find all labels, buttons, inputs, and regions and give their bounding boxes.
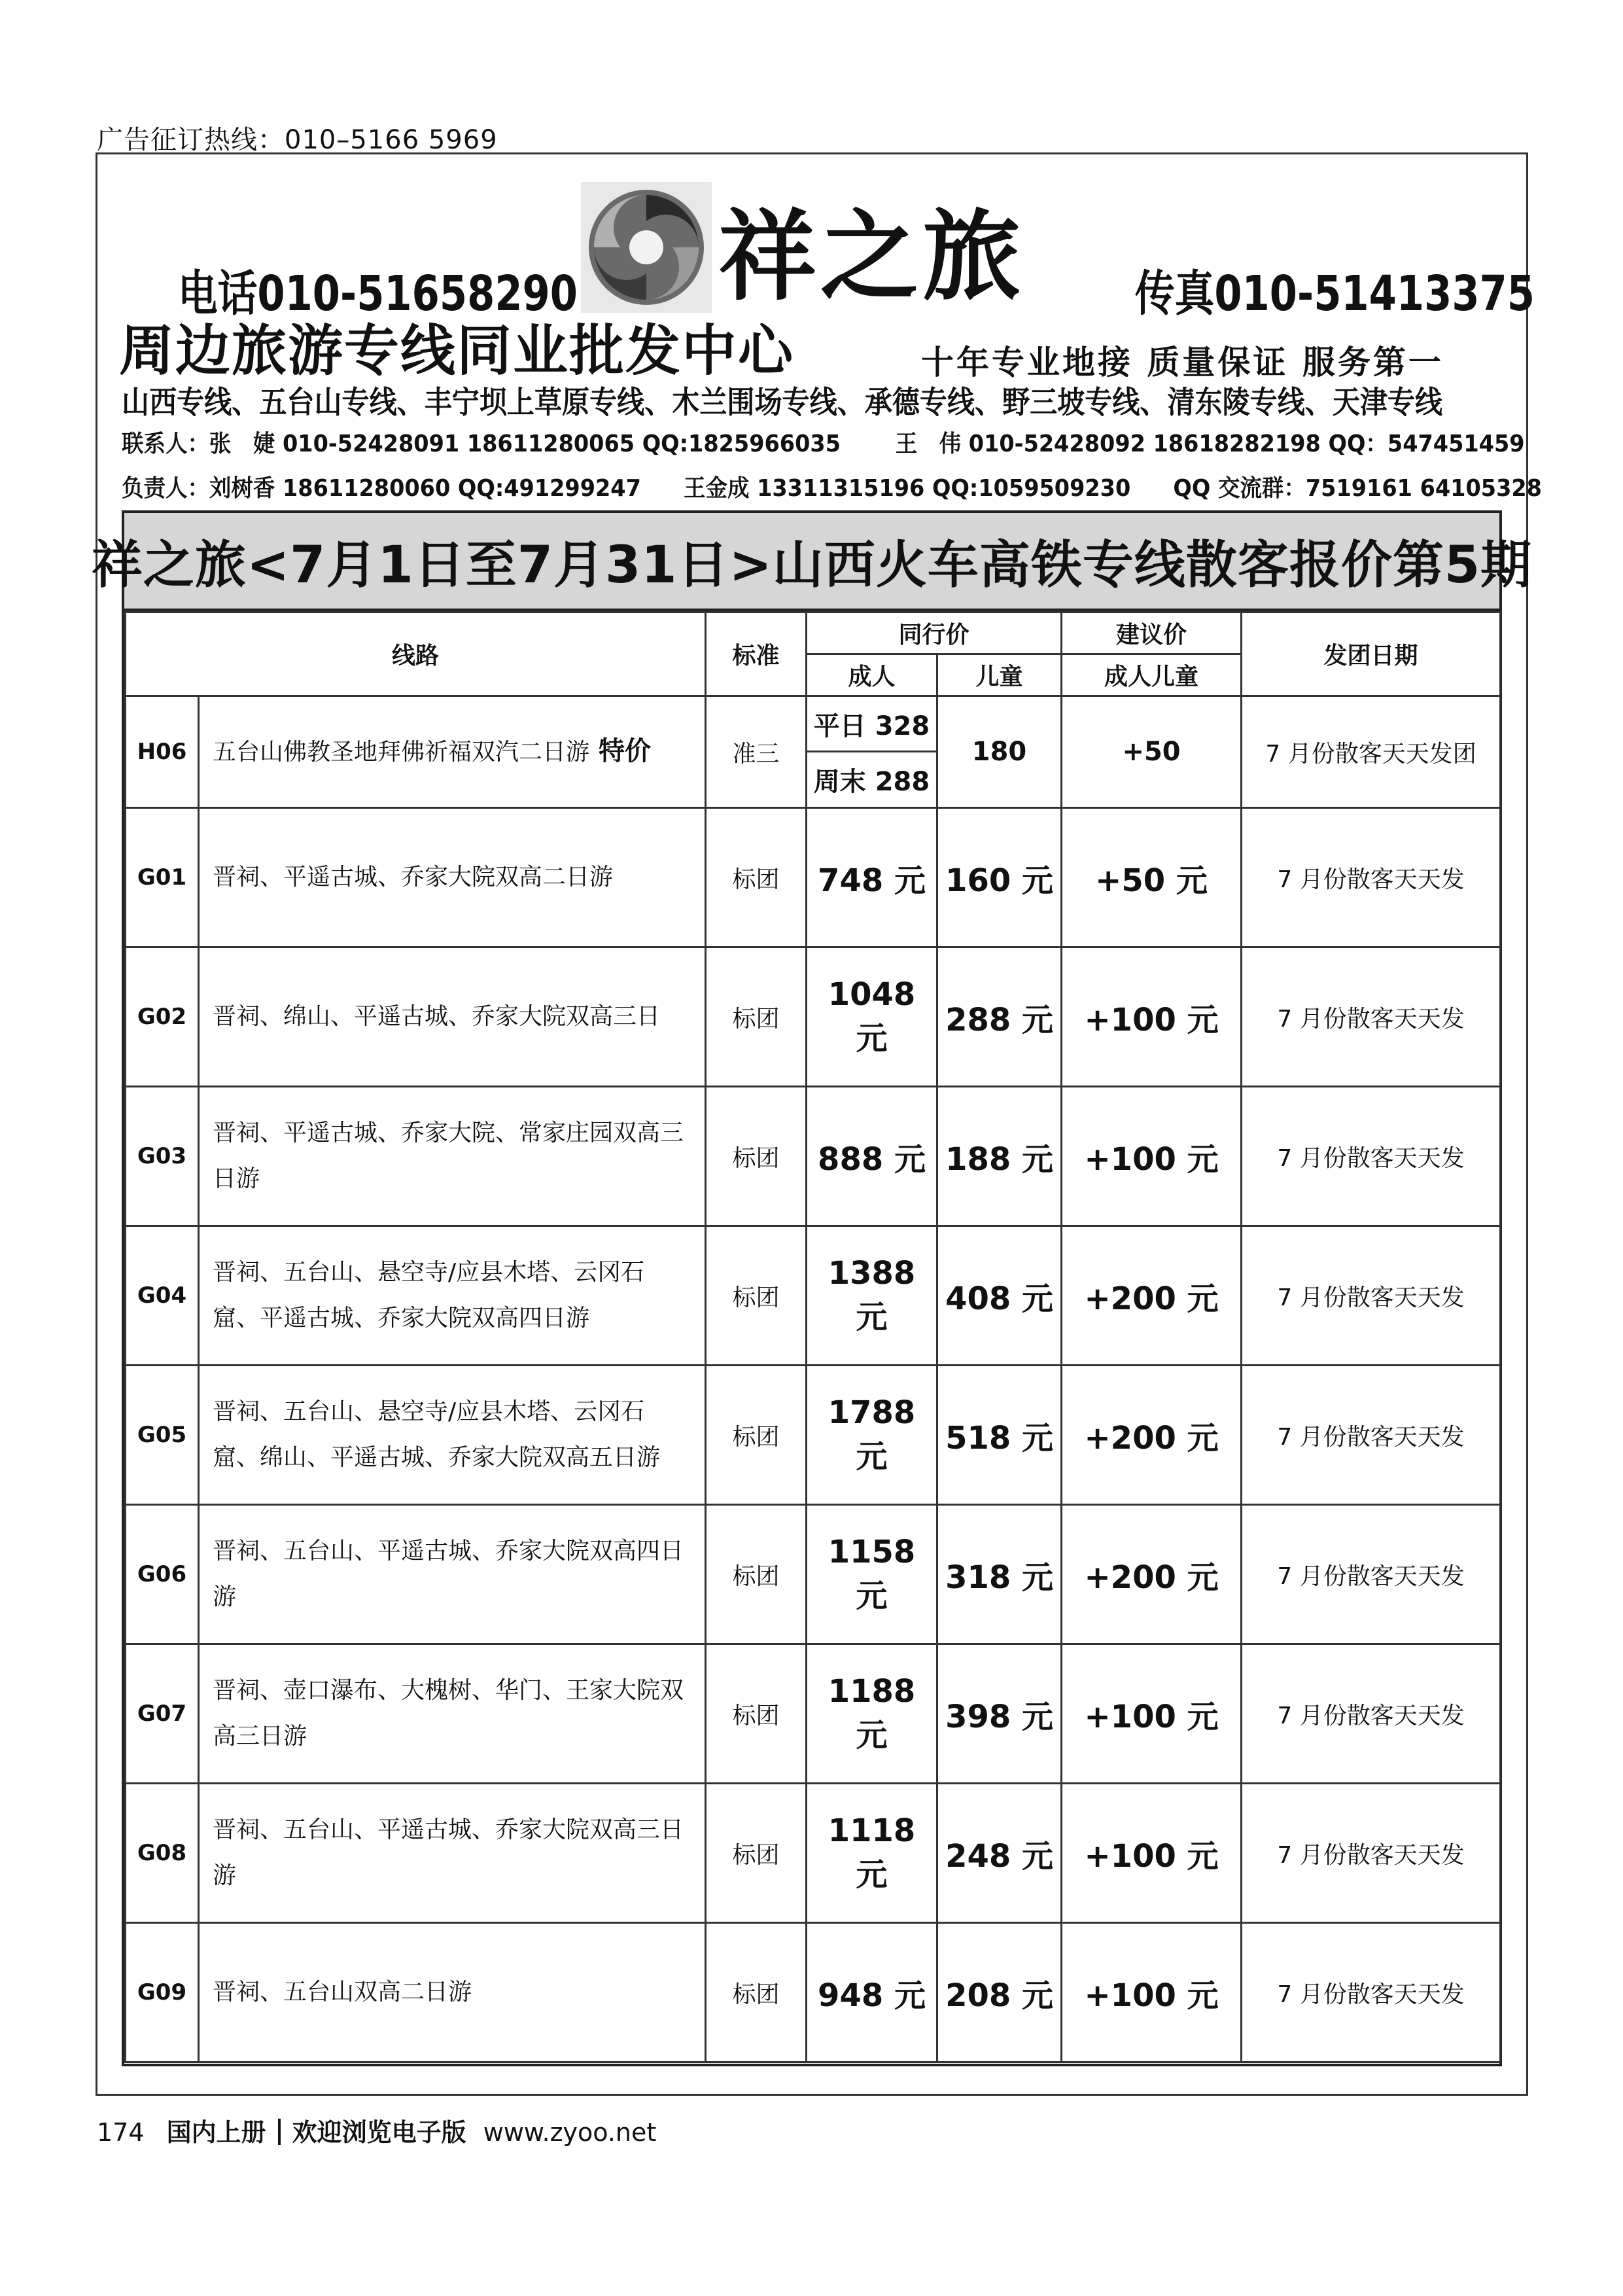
table-row bbox=[126, 1226, 1501, 1366]
route-standard: 标团 bbox=[706, 1226, 807, 1366]
child-price: 408 元 bbox=[937, 1226, 1062, 1366]
route-standard: 标团 bbox=[706, 808, 807, 947]
route-code: H06 bbox=[126, 696, 199, 808]
departure-date: 7 月份散客天天发 bbox=[1242, 1226, 1501, 1366]
page-footer bbox=[97, 2112, 656, 2148]
table-row bbox=[126, 808, 1501, 947]
adult-price: 1388 元 bbox=[807, 1226, 937, 1366]
contact-wang: 王 伟 010-52428092 18618282198 QQ：547451459 bbox=[895, 431, 1525, 457]
contact-manager: 负责人：刘树香 18611280060 QQ:491299247 bbox=[122, 475, 641, 502]
suggested-price: +100 元 bbox=[1062, 947, 1242, 1087]
price-table bbox=[124, 611, 1501, 2063]
route-code: G03 bbox=[126, 1087, 199, 1226]
table-row bbox=[126, 1505, 1501, 1644]
departure-date: 7 月份散客天天发 bbox=[1242, 1784, 1501, 1923]
qq-group: QQ 交流群：7519161 64105328 bbox=[1173, 475, 1542, 502]
route-description: 晋祠、绵山、平遥古城、乔家大院双高三日 bbox=[199, 947, 706, 1087]
departure-date: 7 月份散客天天发 bbox=[1242, 1366, 1501, 1505]
child-price: 188 元 bbox=[937, 1087, 1062, 1226]
child-price: 248 元 bbox=[937, 1784, 1062, 1923]
departure-date: 7 月份散客天天发 bbox=[1242, 808, 1501, 947]
contact-line-2 bbox=[122, 470, 1542, 503]
price-table-container bbox=[91, 510, 1533, 2066]
center-title: 周边旅游专线同业批发中心 bbox=[119, 319, 795, 383]
suggested-price: +200 元 bbox=[1062, 1366, 1242, 1505]
route-code: G07 bbox=[126, 1644, 199, 1784]
table-row bbox=[126, 1087, 1501, 1226]
slogan: 十年专业地接 质量保证 服务第一 bbox=[921, 344, 1444, 381]
route-standard: 准三 bbox=[706, 696, 807, 808]
route-list: 山西专线、五台山专线、丰宁坝上草原专线、木兰围场专线、承德专线、野三坡专线、清东陵专线、天津专线 bbox=[122, 385, 1443, 421]
page-number: 174 bbox=[97, 2118, 145, 2147]
section-name: 国内上册 bbox=[166, 2118, 266, 2147]
footer-divider bbox=[278, 2119, 281, 2145]
table-row bbox=[126, 696, 1501, 752]
fax-number: 传真010-51413375 bbox=[1135, 266, 1535, 322]
suggested-price: +100 元 bbox=[1062, 1784, 1242, 1923]
departure-date: 7 月份散客天天发 bbox=[1242, 1923, 1501, 2062]
child-price: 288 元 bbox=[937, 947, 1062, 1087]
route-standard: 标团 bbox=[706, 1087, 807, 1226]
phone-number: 电话010-51658290 bbox=[178, 266, 578, 322]
adult-price: 1188 元 bbox=[807, 1644, 937, 1784]
adult-price: 1048 元 bbox=[807, 947, 937, 1087]
header-adult-child: 成人儿童 bbox=[1062, 654, 1242, 696]
route-code: G06 bbox=[126, 1505, 199, 1644]
route-description: 晋祠、平遥古城、乔家大院、常家庄园双高三日游 bbox=[199, 1087, 706, 1226]
suggested-price: +200 元 bbox=[1062, 1505, 1242, 1644]
route-description: 晋祠、平遥古城、乔家大院双高二日游 bbox=[199, 808, 706, 947]
route-description: 晋祠、五台山、平遥古城、乔家大院双高三日游 bbox=[199, 1784, 706, 1923]
header-peer-price: 同行价 bbox=[807, 612, 1062, 654]
suggested-price: +200 元 bbox=[1062, 1226, 1242, 1366]
departure-date: 7 月份散客天天发 bbox=[1242, 1087, 1501, 1226]
adult-price: 1118 元 bbox=[807, 1784, 937, 1923]
header-route: 线路 bbox=[126, 612, 706, 696]
table-row bbox=[126, 1923, 1501, 2062]
departure-date: 7 月份散客天天发 bbox=[1242, 1505, 1501, 1644]
adult-weekend-price: 周末 288 bbox=[807, 752, 937, 808]
header-child: 儿童 bbox=[937, 654, 1062, 696]
child-price: 398 元 bbox=[937, 1644, 1062, 1784]
route-description: 晋祠、五台山、平遥古城、乔家大院双高四日游 bbox=[199, 1505, 706, 1644]
route-code: G08 bbox=[126, 1784, 199, 1923]
header-adult: 成人 bbox=[807, 654, 937, 696]
adult-price: 948 元 bbox=[807, 1923, 937, 2062]
suggested-price: +100 元 bbox=[1062, 1644, 1242, 1784]
child-price: 180 bbox=[937, 696, 1062, 808]
route-description: 晋祠、五台山、悬空寺/应县木塔、云冈石窟、平遥古城、乔家大院双高四日游 bbox=[199, 1226, 706, 1366]
route-description bbox=[199, 696, 706, 808]
suggested-price: +100 元 bbox=[1062, 1923, 1242, 2062]
header-departure: 发团日期 bbox=[1242, 612, 1501, 696]
adult-price: 888 元 bbox=[807, 1087, 937, 1226]
route-standard: 标团 bbox=[706, 947, 807, 1087]
route-code: G02 bbox=[126, 947, 199, 1087]
route-standard: 标团 bbox=[706, 1923, 807, 2062]
website-link[interactable]: www.zyoo.net bbox=[483, 2118, 657, 2147]
table-row bbox=[126, 1784, 1501, 1923]
adult-price: 748 元 bbox=[807, 808, 937, 947]
contact-wang-jincheng: 王金成 13311315196 QQ:1059509230 bbox=[684, 475, 1131, 502]
child-price: 160 元 bbox=[937, 808, 1062, 947]
ad-hotline: 广告征订热线：010–5166 5969 bbox=[97, 125, 498, 155]
brand-name: 祥之旅 bbox=[718, 200, 1025, 314]
child-price: 208 元 bbox=[937, 1923, 1062, 2062]
route-description: 晋祠、壶口瀑布、大槐树、华门、王家大院双高三日游 bbox=[199, 1644, 706, 1784]
route-standard: 标团 bbox=[706, 1505, 807, 1644]
route-text: 五台山佛教圣地拜佛祈福双汽二日游 bbox=[213, 739, 590, 766]
adult-price: 1158 元 bbox=[807, 1505, 937, 1644]
adult-price: 1788 元 bbox=[807, 1366, 937, 1505]
welcome-text: 欢迎浏览电子版 bbox=[292, 2118, 466, 2147]
suggested-price: +100 元 bbox=[1062, 1087, 1242, 1226]
route-code: G01 bbox=[126, 808, 199, 947]
contact-line-1 bbox=[122, 425, 1525, 459]
suggested-price: +50 bbox=[1062, 696, 1242, 808]
route-description: 晋祠、五台山双高二日游 bbox=[199, 1923, 706, 2062]
table-row bbox=[126, 947, 1501, 1087]
table-row bbox=[126, 1366, 1501, 1505]
table-banner: 祥之旅<7月1日至7月31日>山西火车高铁专线散客报价第5期 bbox=[124, 513, 1499, 611]
departure-date: 7 月份散客天天发 bbox=[1242, 1644, 1501, 1784]
departure-date: 7 月份散客天天发团 bbox=[1242, 696, 1501, 808]
route-description: 晋祠、五台山、悬空寺/应县木塔、云冈石窟、绵山、平遥古城、乔家大院双高五日游 bbox=[199, 1366, 706, 1505]
swirl-logo-icon bbox=[581, 182, 712, 313]
child-price: 318 元 bbox=[937, 1505, 1062, 1644]
route-standard: 标团 bbox=[706, 1366, 807, 1505]
contact-zhang: 联系人：张 婕 010-52428091 18611280065 QQ:1825966035 bbox=[122, 431, 841, 457]
departure-date: 7 月份散客天天发 bbox=[1242, 947, 1501, 1087]
route-standard: 标团 bbox=[706, 1784, 807, 1923]
header-suggested-price: 建议价 bbox=[1062, 612, 1242, 654]
child-price: 518 元 bbox=[937, 1366, 1062, 1505]
route-code: G05 bbox=[126, 1366, 199, 1505]
special-offer-tag: 特价 bbox=[599, 736, 652, 766]
adult-weekday-price: 平日 328 bbox=[807, 696, 937, 752]
route-standard: 标团 bbox=[706, 1644, 807, 1784]
suggested-price: +50 元 bbox=[1062, 808, 1242, 947]
route-code: G09 bbox=[126, 1923, 199, 2062]
table-row bbox=[126, 1644, 1501, 1784]
route-code: G04 bbox=[126, 1226, 199, 1366]
header-standard: 标准 bbox=[706, 612, 807, 696]
